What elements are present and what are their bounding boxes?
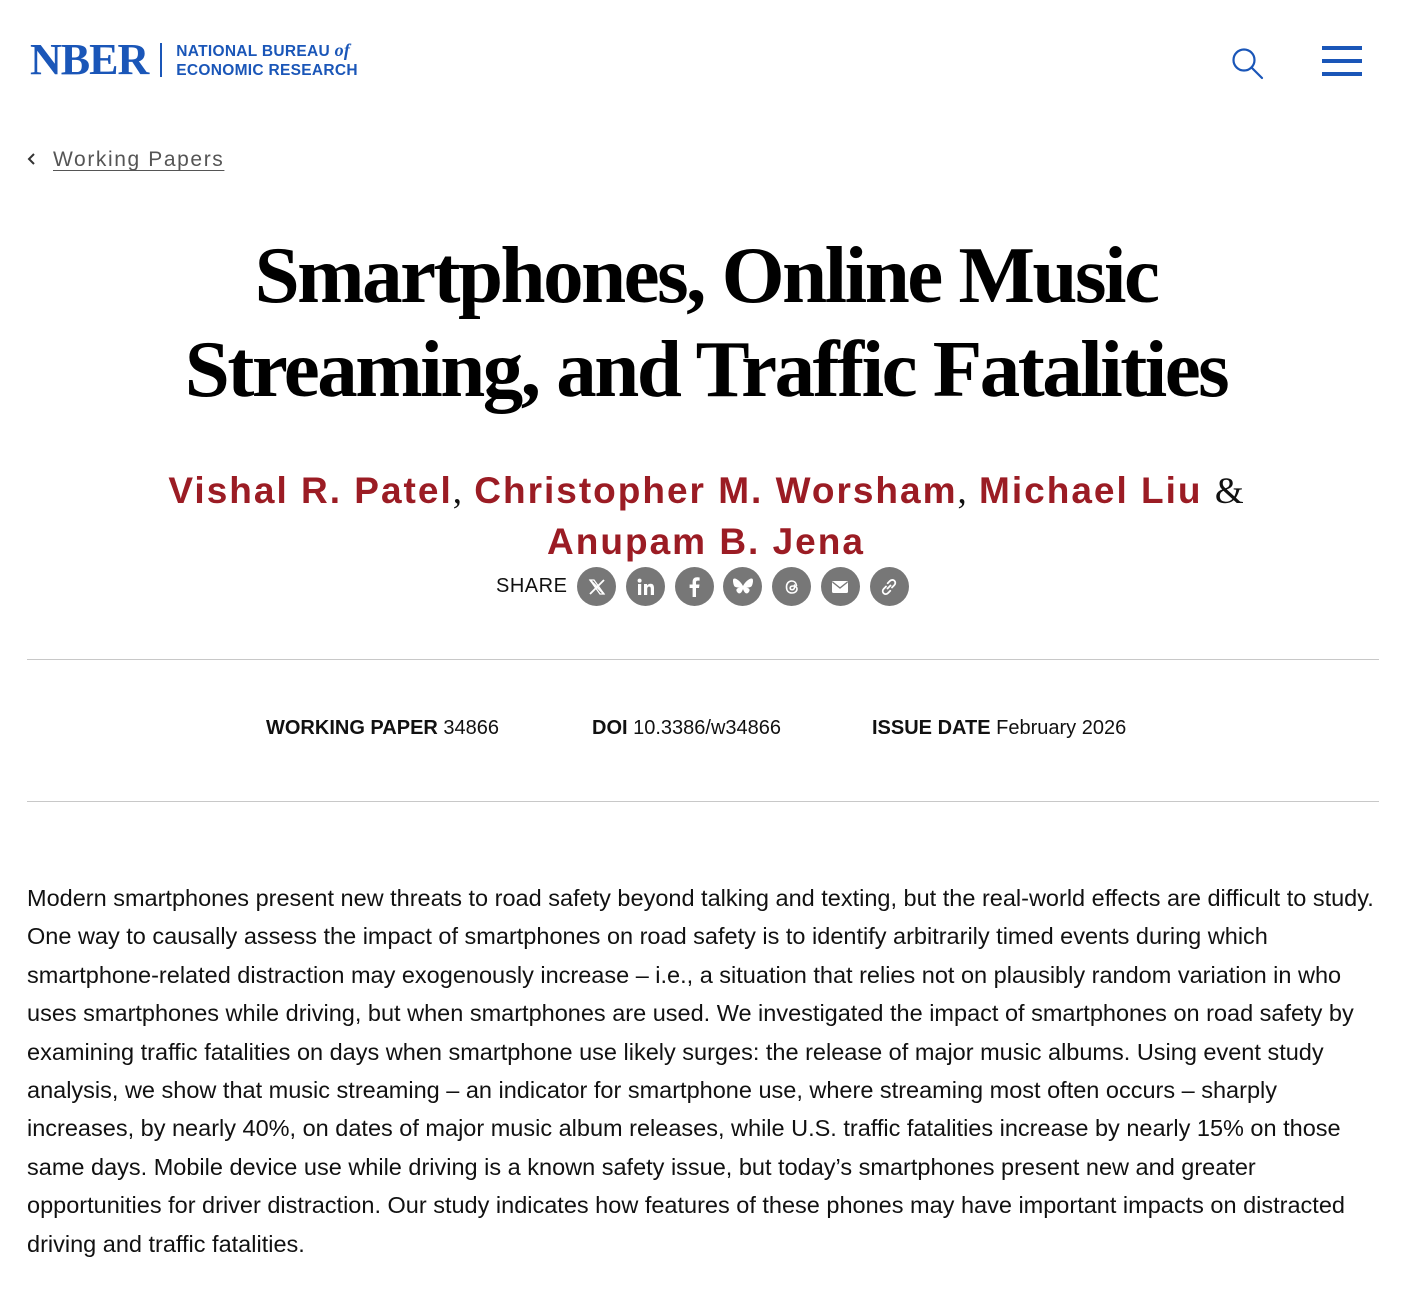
share-facebook-button[interactable]	[675, 567, 714, 606]
share-bluesky-button[interactable]	[723, 567, 762, 606]
title-line-2: Streaming, and Traffic Fatalities	[184, 324, 1228, 414]
author-link[interactable]: Anupam B. Jena	[547, 521, 865, 562]
divider	[27, 659, 1379, 660]
page-title	[40, 228, 1372, 416]
doi-value[interactable]: 10.3386/w34866	[633, 717, 782, 739]
breadcrumb	[27, 148, 224, 172]
link-icon	[879, 577, 899, 597]
logo-of: of	[334, 39, 351, 60]
search-icon	[1230, 46, 1266, 82]
email-icon	[831, 580, 849, 594]
logo-line1: NATIONAL BUREAU	[176, 42, 331, 60]
abstract-text: Modern smartphones present new threats to road safety beyond talking and texting, but the real-world effects are difficult to study. One way to causally assess the impact of smartphones on road safety is to identify arbitrarily timed events during which smartphone-related distraction may exogenously increase – i.e., a situation that relies not on plausibly random variation in who uses smartphones while driving, but when smartphones are used. We investigated the impact of smartphones on road safety by examining traffic fatalities on days when smartphone use likely surges: the release of major music albums. Using event study analysis, we show that music streaming – an indicator for smartphone use, where streaming most often occurs – sharply increases, by nearly 40%, on dates of major music album releases, while U.S. traffic fatalities increase by nearly 15% on those same days. Mobile device use while driving is a known safety issue, but today’s smartphones present new and greater opportunities for driver distraction. Our study indicates how features of these phones may have important impacts on distracted driving and traffic fatalities.	[27, 885, 1374, 1257]
author-separator: ,	[957, 471, 967, 512]
issue-date	[872, 717, 1126, 740]
author-link[interactable]: Vishal R. Patel	[168, 470, 453, 511]
search-button[interactable]	[1230, 46, 1266, 82]
chevron-left-icon	[27, 150, 53, 171]
share-label: SHARE	[496, 575, 568, 597]
doi-label: DOI	[592, 717, 628, 739]
share-email-button[interactable]	[821, 567, 860, 606]
share-bar	[496, 567, 918, 606]
nber-logo[interactable]	[30, 35, 358, 84]
doi	[592, 717, 781, 740]
site-header	[0, 0, 1412, 120]
working-paper-label: WORKING PAPER	[266, 717, 438, 739]
author-list	[60, 466, 1352, 567]
threads-icon	[783, 577, 801, 597]
title-line-1: Smartphones, Online Music	[254, 230, 1158, 320]
logo-mark: NBER	[30, 35, 149, 84]
issue-date-label: ISSUE DATE	[872, 717, 991, 739]
menu-button[interactable]	[1322, 46, 1364, 80]
author-link[interactable]: Christopher M. Worsham	[474, 470, 958, 511]
logo-wordmark	[176, 41, 358, 80]
logo-divider	[160, 43, 162, 77]
breadcrumb-working-papers-link[interactable]: Working Papers	[53, 148, 225, 171]
author-separator: &	[1214, 471, 1244, 512]
bluesky-icon	[732, 577, 754, 597]
share-x-button[interactable]	[577, 567, 616, 606]
issue-date-value: February 2026	[996, 717, 1127, 739]
facebook-icon	[688, 577, 700, 597]
logo-line2: ECONOMIC RESEARCH	[176, 61, 358, 79]
divider	[27, 801, 1379, 802]
x-icon	[588, 578, 606, 596]
share-copy-link-button[interactable]	[870, 567, 909, 606]
share-threads-button[interactable]	[772, 567, 811, 606]
author-separator: ,	[452, 471, 462, 512]
share-linkedin-button[interactable]	[626, 567, 665, 606]
working-paper-number	[266, 717, 499, 740]
linkedin-icon	[636, 577, 656, 597]
working-paper-value: 34866	[443, 717, 500, 739]
hamburger-menu-icon	[1322, 46, 1362, 50]
author-link[interactable]: Michael Liu	[979, 470, 1203, 511]
